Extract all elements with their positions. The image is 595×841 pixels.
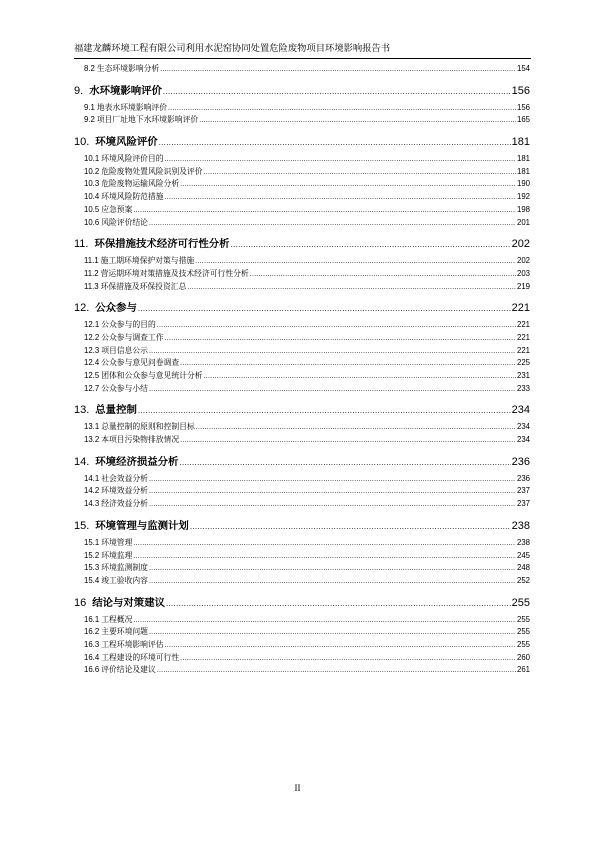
toc-dot-leader (165, 153, 516, 167)
toc-entry-page: 234 (516, 422, 530, 432)
toc-section-entry[interactable] (74, 191, 530, 204)
toc-entry-number: 13.2 (84, 435, 100, 445)
toc-entry-title: 危险废物处置风险识别及评价 (101, 166, 203, 176)
toc-entry-page: 238 (516, 537, 530, 547)
toc-section-entry[interactable] (74, 153, 530, 166)
toc-entry-title: 水环境影响评价 (89, 84, 162, 97)
toc-entry-title: 环境风险评价目的 (101, 154, 164, 164)
toc-entry-page: 221 (516, 320, 530, 330)
toc-dot-leader (179, 451, 510, 474)
toc-chapter-entry[interactable] (74, 592, 530, 614)
toc-entry-title: 工程建设的环境可行性 (101, 652, 180, 662)
toc-dot-leader (133, 550, 516, 564)
toc-entry-number: 13.1 (84, 422, 100, 432)
toc-section-entry[interactable] (74, 178, 530, 191)
toc-entry-title: 项目厂址地下水环境影响评价 (96, 115, 199, 125)
toc-dot-leader (138, 297, 511, 320)
toc-entry-number: 15. (74, 519, 90, 532)
toc-entry-number: 9. (74, 84, 84, 97)
toc-section-entry[interactable] (74, 281, 530, 294)
toc-dot-leader (165, 332, 516, 346)
toc-entry-page: 221 (516, 332, 530, 342)
toc-entry-title: 生态环境影响分析 (96, 64, 160, 73)
toc-entry-page: 255 (516, 627, 530, 637)
table-of-contents (74, 63, 530, 677)
toc-dot-leader (165, 191, 516, 205)
toc-entry-page: 260 (516, 652, 530, 662)
toc-entry-page: 203 (516, 268, 530, 278)
toc-dot-leader (199, 114, 516, 128)
toc-dot-leader (195, 255, 516, 269)
toc-section-entry[interactable] (74, 332, 530, 345)
toc-section-entry[interactable] (74, 562, 530, 575)
toc-chapter-entry[interactable] (74, 297, 530, 319)
toc-entry-title: 公众参与意见问卷调查 (101, 358, 180, 368)
toc-entry-number: 10.6 (84, 217, 100, 227)
toc-entry-number: 12.4 (84, 358, 100, 368)
toc-entry-title: 营运期环境对策措施及技术经济可行性分析 (100, 268, 249, 278)
toc-entry-number: 14.1 (84, 473, 100, 483)
toc-chapter-entry[interactable] (74, 399, 530, 421)
toc-entry-number: 12.5 (84, 371, 100, 380)
toc-entry-page: 255 (516, 614, 530, 624)
toc-section-entry[interactable] (74, 626, 530, 639)
toc-entry-title: 社会效益分析 (101, 473, 148, 483)
toc-entry-title: 环保措施技术经济可行性分析 (94, 238, 230, 251)
toc-dot-leader (133, 614, 516, 628)
toc-entry-page: 221 (516, 345, 530, 355)
toc-dot-leader (196, 421, 516, 435)
toc-entry-title: 地表水环境影响评价 (96, 102, 168, 112)
toc-section-entry[interactable] (74, 217, 530, 230)
toc-entry-page: 234 (511, 404, 530, 417)
toc-section-entry[interactable] (74, 550, 530, 563)
toc-entry-number: 16.6 (84, 665, 100, 675)
toc-dot-leader (149, 485, 516, 499)
toc-entry-page: 234 (516, 435, 530, 445)
toc-entry-title: 项目信息公示 (101, 345, 148, 355)
toc-section-entry[interactable] (74, 498, 530, 511)
toc-entry-page: 198 (516, 204, 530, 214)
toc-entry-number: 14.2 (84, 486, 100, 496)
toc-entry-number: 16.2 (84, 627, 100, 637)
toc-entry-number: 10.4 (84, 192, 100, 202)
toc-entry-page: 231 (516, 371, 530, 380)
toc-entry-title: 环境管理 (101, 537, 133, 547)
toc-dot-leader (149, 217, 516, 231)
toc-dot-leader (138, 399, 511, 422)
toc-dot-leader (180, 357, 516, 371)
toc-entry-number: 12.7 (84, 383, 100, 393)
toc-entry-page: 219 (516, 281, 530, 291)
toc-entry-page: 156 (516, 102, 530, 112)
toc-entry-number: 10.3 (84, 179, 100, 189)
toc-entry-number: 12.2 (84, 332, 100, 342)
toc-entry-number: 12.1 (84, 320, 100, 330)
toc-dot-leader (133, 537, 516, 551)
toc-entry-title: 团体和公众参与意见统计分析 (101, 371, 203, 380)
running-header: 福建龙麟环境工程有限公司利用水泥窑协同处置危险废物项目环境影响报告书 (74, 43, 391, 54)
toc-entry-title: 环境风险评价 (95, 136, 158, 149)
toc-dot-leader (180, 178, 516, 192)
toc-section-entry[interactable] (74, 434, 530, 447)
toc-entry-number: 16.4 (84, 652, 100, 662)
toc-dot-leader (190, 515, 511, 538)
toc-entry-title: 公众参与小结 (101, 383, 148, 393)
toc-entry-title: 主要环境问题 (101, 627, 148, 637)
toc-entry-number: 12.3 (84, 345, 100, 355)
toc-dot-leader (163, 80, 511, 103)
toc-entry-page: 181 (511, 136, 530, 149)
toc-section-entry[interactable] (74, 63, 530, 76)
toc-section-entry[interactable] (74, 652, 530, 665)
toc-entry-number: 16 (74, 596, 87, 609)
toc-dot-leader (204, 370, 516, 384)
toc-chapter-entry[interactable] (74, 233, 530, 255)
toc-entry-number: 16.1 (84, 614, 100, 624)
toc-entry-page: 202 (516, 256, 530, 266)
toc-entry-title: 公众参与调查工作 (101, 332, 164, 342)
toc-entry-page: 261 (516, 665, 530, 675)
toc-entry-page: 225 (516, 358, 530, 368)
toc-section-entry[interactable] (74, 204, 530, 217)
toc-section-entry[interactable] (74, 255, 530, 268)
toc-entry-title: 竣工验收内容 (101, 575, 148, 585)
toc-entry-title: 环境监理 (101, 550, 133, 560)
toc-dot-leader (149, 626, 516, 640)
toc-entry-page: 248 (516, 563, 530, 573)
toc-entry-title: 应急预案 (101, 204, 133, 214)
toc-entry-number: 10.1 (84, 154, 100, 164)
toc-entry-title: 评价结论及建议 (101, 665, 156, 675)
toc-dot-leader (160, 63, 516, 77)
toc-entry-title: 施工期环境保护对策与措施 (100, 256, 195, 266)
toc-section-entry[interactable] (74, 102, 530, 115)
toc-section-entry[interactable] (74, 345, 530, 358)
toc-entry-page: 237 (516, 486, 530, 496)
toc-dot-leader (149, 473, 516, 487)
toc-entry-page: 156 (511, 84, 530, 97)
toc-entry-number: 9.1 (84, 102, 95, 112)
toc-entry-number: 8.2 (84, 64, 95, 73)
toc-section-entry[interactable] (74, 268, 530, 281)
page-number: II (294, 783, 301, 793)
toc-entry-page: 165 (516, 115, 530, 125)
toc-entry-title: 环境经济损益分析 (95, 455, 179, 468)
toc-section-entry[interactable] (74, 473, 530, 486)
toc-entry-title: 工程环境影响评估 (101, 639, 164, 649)
toc-entry-title: 结论与对策建议 (92, 596, 165, 609)
toc-entry-title: 环保措施及环保投资汇总 (100, 281, 187, 291)
toc-entry-page: 181 (516, 154, 530, 164)
toc-dot-leader (250, 268, 516, 282)
toc-section-entry[interactable] (74, 421, 530, 434)
toc-entry-page: 192 (516, 192, 530, 202)
toc-entry-page: 202 (511, 238, 530, 251)
toc-entry-page: 255 (516, 639, 530, 649)
toc-dot-leader (157, 319, 516, 333)
toc-dot-leader (133, 204, 516, 218)
toc-dot-leader (187, 281, 516, 295)
toc-entry-number: 9.2 (84, 115, 95, 125)
toc-dot-leader (157, 664, 516, 678)
toc-section-entry[interactable] (74, 166, 530, 179)
toc-section-entry[interactable] (74, 537, 530, 550)
toc-dot-leader (149, 498, 516, 512)
toc-entry-page: 154 (516, 64, 530, 73)
toc-dot-leader (180, 434, 516, 448)
toc-entry-number: 13. (74, 404, 90, 417)
toc-section-entry[interactable] (74, 639, 530, 652)
toc-entry-number: 12. (74, 302, 90, 315)
toc-entry-page: 255 (511, 596, 530, 609)
toc-entry-number: 15.1 (84, 537, 100, 547)
toc-entry-number: 14.3 (84, 499, 100, 509)
toc-entry-page: 190 (516, 179, 530, 189)
toc-entry-number: 15.4 (84, 575, 100, 585)
toc-entry-page: 201 (516, 217, 530, 227)
toc-entry-number: 11.1 (84, 256, 99, 266)
toc-entry-title: 风险评价结论 (101, 217, 148, 227)
toc-dot-leader (166, 592, 511, 615)
toc-entry-title: 经济效益分析 (101, 499, 148, 509)
toc-section-entry[interactable] (74, 664, 530, 677)
toc-entry-title: 危险废物运输风险分析 (101, 179, 180, 189)
header-rule (74, 58, 531, 59)
toc-entry-page: 221 (511, 302, 530, 315)
toc-entry-number: 11. (74, 238, 89, 251)
toc-dot-leader (165, 639, 516, 653)
toc-dot-leader (168, 102, 516, 116)
toc-entry-number: 11.3 (84, 281, 99, 291)
toc-chapter-entry[interactable] (74, 451, 530, 473)
toc-entry-number: 15.2 (84, 550, 100, 560)
toc-entry-page: 252 (516, 575, 530, 585)
toc-entry-number: 16.3 (84, 639, 100, 649)
toc-entry-number: 10.2 (84, 166, 100, 176)
toc-chapter-entry[interactable] (74, 80, 530, 102)
toc-entry-page: 181 (516, 166, 530, 176)
toc-chapter-entry[interactable] (74, 515, 530, 537)
toc-dot-leader (159, 131, 511, 154)
toc-entry-page: 236 (516, 473, 530, 483)
toc-dot-leader (180, 652, 516, 666)
toc-section-entry[interactable] (74, 319, 530, 332)
toc-entry-number: 11.2 (84, 268, 99, 278)
toc-entry-title: 公众参与的目的 (101, 320, 156, 330)
toc-dot-leader (149, 345, 516, 359)
toc-entry-number: 15.3 (84, 563, 100, 573)
toc-entry-title: 环境效益分析 (101, 486, 148, 496)
toc-entry-page: 233 (516, 383, 530, 393)
toc-entry-title: 环境管理与监测计划 (95, 519, 189, 532)
toc-dot-leader (149, 562, 516, 576)
toc-entry-title: 工程概况 (101, 614, 133, 624)
toc-entry-page: 236 (511, 455, 530, 468)
toc-entry-title: 公众参与 (95, 302, 137, 315)
toc-dot-leader (231, 233, 511, 256)
toc-entry-page: 237 (516, 499, 530, 509)
toc-entry-number: 10.5 (84, 204, 100, 214)
toc-dot-leader (149, 383, 516, 397)
toc-section-entry[interactable] (74, 114, 530, 127)
toc-section-entry[interactable] (74, 614, 530, 627)
toc-entry-page: 238 (511, 519, 530, 532)
toc-section-entry[interactable] (74, 485, 530, 498)
toc-entry-title: 本项目污染物排放情况 (101, 435, 180, 445)
toc-entry-page: 245 (516, 550, 530, 560)
toc-entry-title: 总量控制 (95, 404, 137, 417)
toc-dot-leader (204, 166, 516, 180)
toc-dot-leader (149, 575, 516, 589)
toc-entry-title: 环境监测制度 (101, 563, 148, 573)
toc-entry-title: 环境风险防范措施 (101, 192, 164, 202)
toc-section-entry[interactable] (74, 370, 530, 383)
toc-chapter-entry[interactable] (74, 131, 530, 153)
toc-entry-number: 14. (74, 455, 90, 468)
toc-section-entry[interactable] (74, 575, 530, 588)
toc-section-entry[interactable] (74, 383, 530, 396)
toc-section-entry[interactable] (74, 357, 530, 370)
toc-entry-number: 10. (74, 136, 90, 149)
toc-entry-title: 总量控制的原则和控制目标 (101, 422, 195, 432)
